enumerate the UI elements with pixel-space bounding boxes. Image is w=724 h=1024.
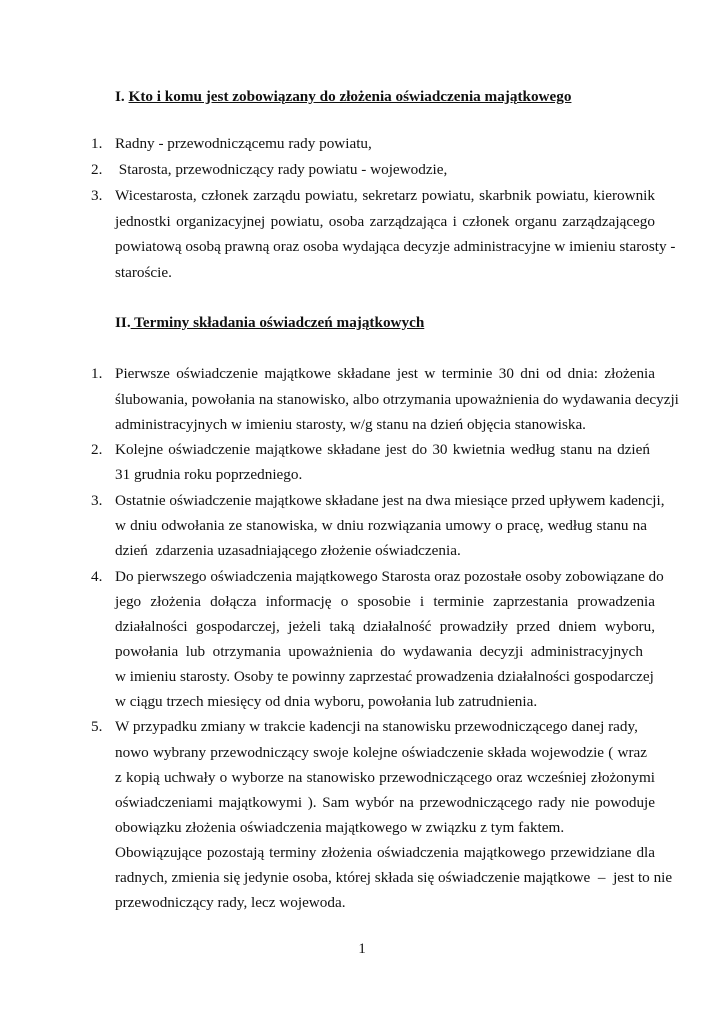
list-item-line: działalności gospodarczej, jeżeli taką działalność prowadziły przed dniem wyboru,: [115, 618, 655, 635]
list-number: 4.: [91, 568, 103, 585]
list-item-line: radnych, zmienia się jedynie osoba, której składa się oświadczenie majątkowe – jest to nie: [115, 869, 673, 886]
section-2-numeral: II.: [115, 314, 131, 331]
list-item-line: administracyjnych w imieniu starosty, w/g stanu na dzień objęcia stanowiska.: [115, 416, 586, 433]
list-number: 2.: [91, 161, 103, 178]
list-item-line: Obowiązujące pozostają terminy złożenia oświadczenia majątkowego przewidziane dla: [115, 844, 655, 861]
list-number: 1.: [91, 135, 103, 152]
section-1-numeral: I.: [115, 88, 125, 105]
list-item-line: jednostki organizacyjnej powiatu, osoba zarządzająca i członek organu zarządzającego: [115, 213, 655, 230]
section-2-heading: [115, 310, 424, 336]
list-item-line: obowiązku złożenia oświadczenia majątkowego w związku z tym faktem.: [115, 819, 565, 836]
list-item-line: 31 grudnia roku poprzedniego.: [115, 466, 303, 483]
list-item-line: powołania lub otrzymania upoważnienia do wydawania decyzji administracyjnych: [115, 643, 643, 660]
list-number: 2.: [91, 441, 103, 458]
list-item-line: nowo wybrany przewodniczący swoje kolejne oświadczenie składa wojewodzie ( wraz: [115, 744, 647, 761]
list-item-line: przewodniczący rady, lecz wojewoda.: [115, 894, 346, 911]
list-item-line: staroście.: [115, 264, 172, 281]
list-item-line: Pierwsze oświadczenie majątkowe składane jest w terminie 30 dni od dnia: złożenia: [115, 365, 655, 382]
list-number: 1.: [91, 365, 103, 382]
list-item-line: Ostatnie oświadczenie majątkowe składane jest na dwa miesiące przed upływem kadencji,: [115, 492, 665, 509]
list-item-line: w imieniu starosty. Osoby te powinny zaprzestać prowadzenia działalności gospodarczej: [115, 668, 654, 685]
list-item-line: z kopią uchwały o wyborze na stanowisko przewodniczącego oraz wcześniej złożonymi: [115, 769, 655, 786]
list-item-line: W przypadku zmiany w trakcie kadencji na stanowisku przewodniczącego danej rady,: [115, 718, 638, 735]
list-item-line: Do pierwszego oświadczenia majątkowego Starosta oraz pozostałe osoby zobowiązane do: [115, 568, 664, 585]
list-number: 5.: [91, 718, 103, 735]
list-item-line: powiatową osobą prawną oraz osoba wydająca decyzje administracyjne w imieniu starosty -: [115, 238, 676, 255]
list-item-line: Radny - przewodniczącemu rady powiatu,: [115, 135, 372, 152]
list-number: 3.: [91, 187, 103, 204]
page-number: 1: [358, 940, 366, 957]
section-1-heading: [115, 84, 571, 110]
list-item-line: dzień zdarzenia uzasadniającego złożenie oświadczenia.: [115, 542, 461, 559]
list-item-line: Wicestarosta, członek zarządu powiatu, sekretarz powiatu, skarbnik powiatu, kierownik: [115, 187, 655, 204]
list-item-line: oświadczeniami majątkowymi ). Sam wybór na przewodniczącego rady nie powoduje: [115, 794, 655, 811]
list-item-line: jego złożenia dołącza informację o sposobie i terminie zaprzestania prowadzenia: [115, 593, 655, 610]
list-item-line: ślubowania, powołania na stanowisko, albo otrzymania upoważnienia do wydawania decyzji: [115, 391, 679, 408]
section-2-title: Terminy składania oświadczeń majątkowych: [130, 314, 425, 331]
section-1-title: Kto i komu jest zobowiązany do złożenia oświadczenia majątkowego: [128, 88, 572, 105]
list-item-line: w dniu odwołania ze stanowiska, w dniu rozwiązania umowy o pracę, według stanu na: [115, 517, 647, 534]
list-item-line: Kolejne oświadczenie majątkowe składane jest do 30 kwietnia według stanu na dzień: [115, 441, 650, 458]
list-item-line: Starosta, przewodniczący rady powiatu - wojewodzie,: [115, 161, 448, 178]
list-item-line: w ciągu trzech miesięcy od dnia wyboru, powołania lub zatrudnienia.: [115, 693, 538, 710]
list-number: 3.: [91, 492, 103, 509]
